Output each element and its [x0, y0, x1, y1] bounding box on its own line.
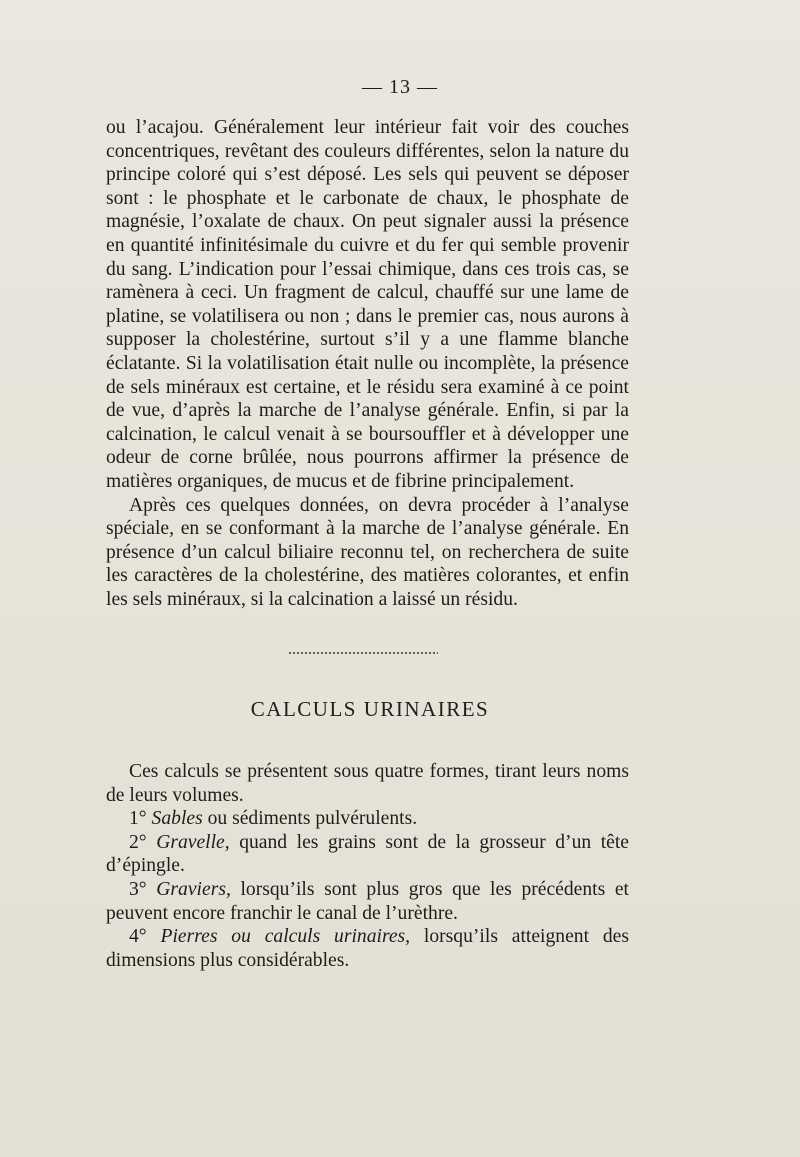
list-item	[106, 925, 629, 972]
paragraph: ou l’acajou. Généralement leur intérieur fait voir des couches concentriques, revêtant des couleurs différentes, selon la nature du principe coloré qui s’est déposé. Les sels qui peuvent se déposer sont : le phosphate et le carbonate de chaux, le phosphate de magnésie, l’oxalate de chaux. On peut signaler aussi la présence en quantité infinitésimale du cuivre et du fer qui semble provenir du sang. L’indication pour l’essai chimique, dans ces trois cas, se ramènera à ceci. Un fragment de calcul, chauffé sur une lame de platine, se volatilisera ou non ; dans le premier cas, nous aurons à supposer la cholestérine, surtout s’il y a une flamme blanche éclatante. Si la volatilisation était nulle ou incomplète, la présence de sels minéraux est certaine, et le résidu sera examiné à ce point de vue, d’après la marche de l’analyse générale. Enfin, si par la calcination, le calcul venait à se boursouffler et à développer une odeur de corne brûlée, nous pourrons affirmer la présence de matières organiques, de mucus et de fibrine principalement.	[106, 117, 629, 492]
item-number: 2°	[129, 831, 147, 853]
section-heading: CALCULS URINAIRES	[250, 697, 490, 721]
list-item	[106, 878, 629, 925]
item-text: ou sédiments pulvérulents.	[202, 808, 418, 830]
paragraph: Après ces quelques données, on devra procéder à l’analyse spéciale, en se conformant à la marche de l’analyse générale. En présence d’un calcul biliaire reconnu tel, on recherchera de suite les caractères de la cholestérine, des matières colorantes, et enfin les sels minéraux, si la calcination a laissé un résidu.	[106, 494, 629, 610]
section-divider	[288, 651, 438, 655]
item-number: 3°	[129, 878, 147, 900]
item-term: Graviers,	[156, 878, 231, 900]
item-text: quand les grains sont de la grosseur d’un tête d’épingle.	[106, 831, 630, 877]
page-number: — 13 —	[362, 76, 438, 98]
list-item	[106, 831, 629, 878]
paragraph: Ces calculs se présentent sous quatre formes, tirant leurs noms de leurs volumes.	[106, 761, 629, 806]
item-term: Gravelle,	[156, 831, 230, 853]
item-text: lorsqu’ils sont plus gros que les précédents et peuvent encore franchir le canal de l’urèthre.	[106, 878, 629, 924]
item-text: lorsqu’ils atteignent des dimensions plus considérables.	[106, 926, 629, 971]
item-number: 1°	[129, 808, 147, 830]
item-term: Sables	[151, 808, 203, 830]
section-text-biliary	[106, 116, 629, 611]
section-text-urinary	[106, 760, 629, 972]
item-term: Pierres ou calculs urinaires,	[160, 926, 411, 948]
item-number: 4°	[129, 926, 147, 948]
list-item	[106, 807, 629, 831]
